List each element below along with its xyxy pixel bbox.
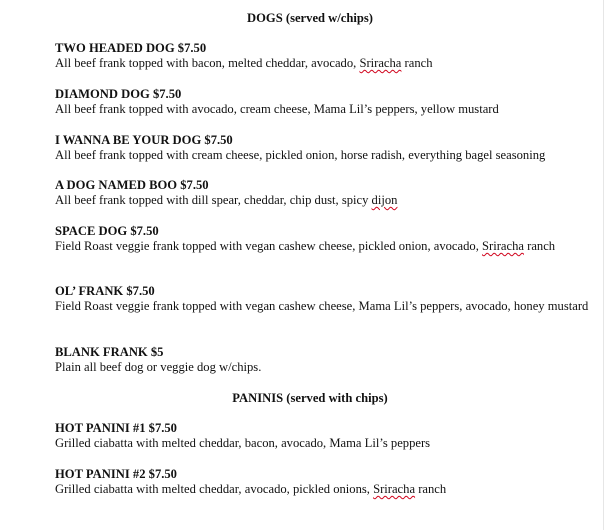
menu-item-description: All beef frank topped with avocado, cream cheese, Mama Lil’s peppers, yellow mustard [55,102,499,116]
menu-item-description [55,239,590,254]
description-text: All beef frank topped with bacon, melted cheddar, avocado, [55,56,360,70]
menu-item-diamond-dog [55,87,590,117]
menu-item-name: HOT PANINI #2 $7.50 [55,467,177,481]
section-title-dogs: DOGS (served w/chips) [247,11,373,25]
description-text: Grilled ciabatta with melted cheddar, avocado, pickled onions, [55,482,374,496]
menu-item-hot-panini-1 [55,421,590,451]
menu-item-description: Grilled ciabatta with melted cheddar, bacon, avocado, Mama Lil’s peppers [55,436,431,450]
menu-item-name: SPACE DOG $7.50 [55,224,159,238]
spellcheck-flagged-word[interactable]: Sriracha [482,239,524,253]
section-title-paninis: PANINIS (served with chips) [232,391,388,405]
menu-item-description: Field Roast veggie frank topped with vegan cashew cheese, Mama Lil’s peppers, avocado, honey mustard [55,299,589,313]
menu-item-name: TWO HEADED DOG $7.50 [55,41,207,55]
menu-item-hot-panini-2 [55,467,590,497]
menu-item-name: I WANNA BE YOUR DOG $7.50 [55,133,233,147]
menu-item-description: All beef frank topped with cream cheese, pickled onion, horse radish, everything bagel seasoning [55,148,546,162]
menu-item-description [55,193,590,208]
menu-item-two-headed-dog [55,41,590,71]
description-text: Field Roast veggie frank topped with vegan cashew cheese, pickled onion, avocado, [55,239,483,253]
menu-item-description: Plain all beef dog or veggie dog w/chips. [55,360,262,374]
menu-item-space-dog [55,224,590,254]
spellcheck-flagged-word[interactable]: Sriracha [359,56,402,70]
menu-item-name: HOT PANINI #1 $7.50 [55,421,177,435]
menu-item-a-dog-named-boo [55,178,590,208]
menu-item-name: BLANK FRANK $5 [55,345,164,359]
menu-item-name: DIAMOND DOG $7.50 [55,87,182,101]
description-text: ranch [415,482,447,496]
description-text: ranch [401,56,433,70]
description-text: All beef frank topped with dill spear, cheddar, chip dust, spicy [55,193,372,207]
menu-item-name: A DOG NAMED BOO $7.50 [55,178,209,192]
menu-item-blank-frank [55,345,590,375]
menu-item-ol-frank [55,284,590,314]
menu-item-description [55,482,590,497]
menu-item-description [55,56,590,71]
description-text: ranch [523,239,556,253]
spellcheck-flagged-word[interactable]: dijon [371,193,398,207]
spellcheck-flagged-word[interactable]: Sriracha [373,482,416,496]
menu-item-name: OL’ FRANK $7.50 [55,284,155,298]
menu-item-i-wanna-be-your-dog [55,133,590,163]
